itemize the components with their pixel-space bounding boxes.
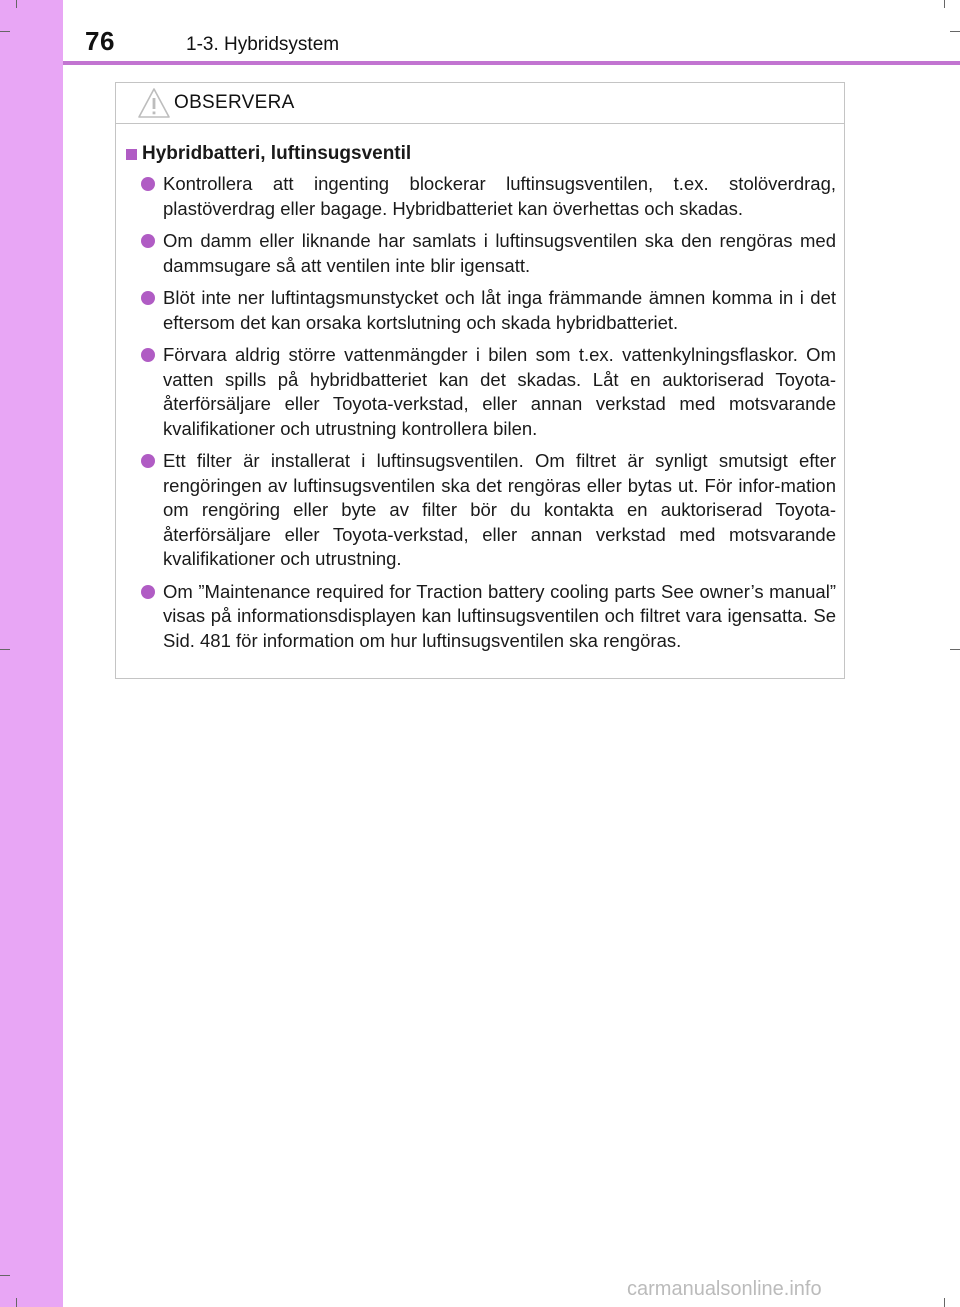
watermark: carmanualsonline.info — [627, 1278, 822, 1300]
crop-mark — [950, 649, 960, 650]
round-bullet-icon — [141, 454, 155, 468]
header-rule — [63, 61, 960, 65]
caution-body — [116, 124, 844, 653]
list-item — [126, 172, 836, 221]
crop-mark — [944, 0, 945, 8]
list-item-text: Om damm eller liknande har samlats i luftinsugsventilen ska den rengöras med dammsugare så att ventilen inte blir igensatt. — [163, 230, 836, 276]
caution-label: OBSERVERA — [174, 92, 295, 113]
round-bullet-icon — [141, 234, 155, 248]
crop-mark — [16, 1298, 17, 1307]
section-title: 1-3. Hybridsystem — [186, 34, 340, 55]
side-color-strip — [0, 0, 63, 1307]
round-bullet-icon — [141, 177, 155, 191]
list-item-text: Ett filter är installerat i luftinsugsventilen. Om filtret är synligt smutsigt efter rengöringen av luftinsugsventilen ska det rengöras eller bytas ut. För infor-mation om rengöring eller byte av filter bör du kontakta en auktoriserad Toyota-återförsäljare eller Toyota-verkstad, eller annan verkstad med motsvarande kvalifikationer och utrustning. — [163, 450, 836, 569]
subheading-text: Hybridbatteri, luftinsugsventil — [142, 143, 412, 164]
page-number: 76 — [85, 26, 115, 56]
list-item — [126, 580, 836, 654]
list-item — [126, 286, 836, 335]
caution-subheading — [126, 142, 836, 166]
crop-mark — [0, 649, 10, 650]
list-item-text: Förvara aldrig större vattenmängder i bilen som t.ex. vattenkylningsflaskor. Om vatten spills på hybridbatteriet kan det skadas. Låt en auktoriserad Toyota-återförsäljare eller Toyota-verkstad, eller annan verkstad med motsvarande kvalifikationer och utrustning kontrollera bilen. — [163, 344, 836, 439]
round-bullet-icon — [141, 348, 155, 362]
crop-mark — [0, 31, 10, 32]
crop-mark — [950, 31, 960, 32]
list-item-text: Kontrollera att ingenting blockerar luftinsugsventilen, t.ex. stolöverdrag, plastöverdrag eller bagage. Hybridbatteriet kan överhettas och skadas. — [163, 173, 836, 219]
caution-header — [116, 83, 844, 124]
crop-mark — [944, 1298, 945, 1307]
caution-box — [115, 82, 845, 679]
crop-mark — [16, 0, 17, 8]
round-bullet-icon — [141, 585, 155, 599]
list-item-text: Blöt inte ner luftintagsmunstycket och låt inga främmande ämnen komma in i det eftersom det kan orsaka kortslutning och skada hybridbatteriet. — [163, 287, 836, 333]
warning-triangle-icon — [137, 87, 171, 119]
round-bullet-icon — [141, 291, 155, 305]
list-item — [126, 449, 836, 572]
crop-mark — [0, 1275, 10, 1276]
square-bullet-icon — [126, 149, 137, 160]
list-item — [126, 229, 836, 278]
list-item — [126, 343, 836, 441]
list-item-text: Om ”Maintenance required for Traction battery cooling parts See owner’s manual” visas på informationsdisplayen kan luftinsugsventilen och filtret vara igensatta. Se Sid. 481 för information om hur luftinsugsventilen ska rengöras. — [163, 580, 836, 651]
